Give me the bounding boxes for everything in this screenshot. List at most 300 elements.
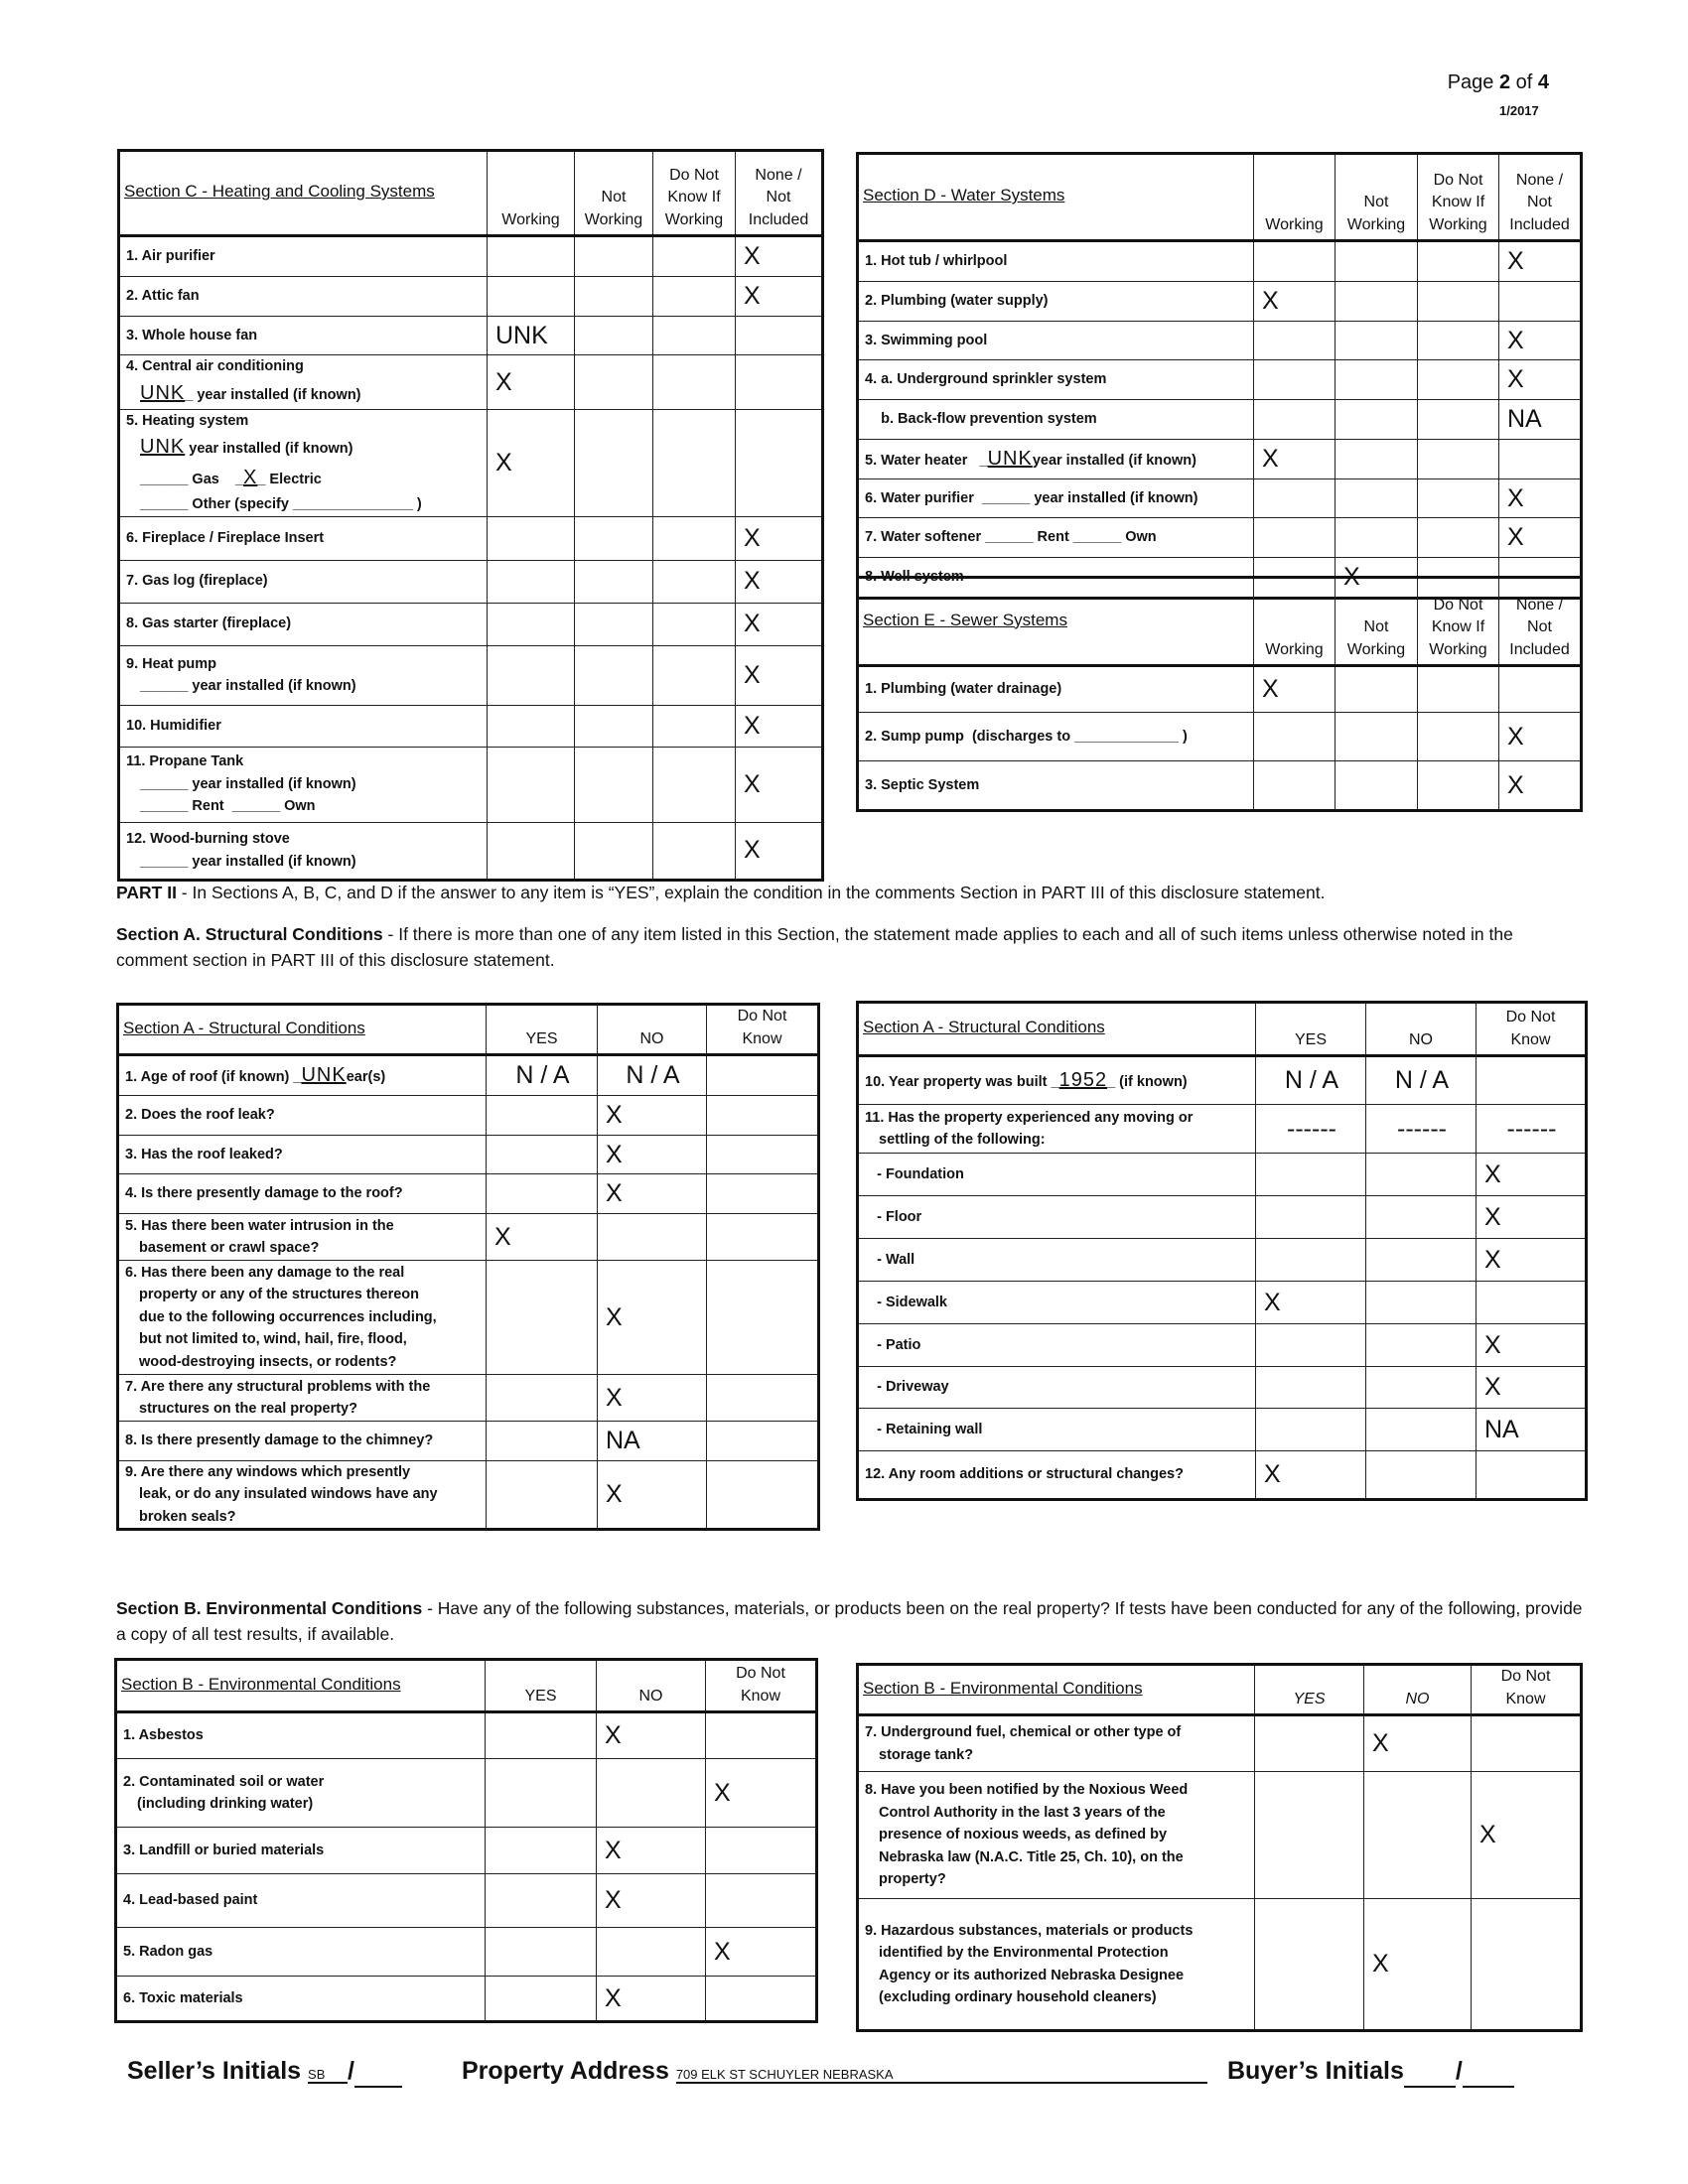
answer-cell[interactable]	[707, 1135, 819, 1174]
table-row	[119, 560, 823, 603]
answer-cell[interactable]: X	[1254, 666, 1336, 713]
label-line: 3. Whole house fan	[126, 327, 258, 343]
answer-cell[interactable]	[1254, 713, 1336, 761]
answer-cell[interactable]	[1336, 400, 1418, 440]
answer-cell[interactable]: X	[1364, 1899, 1472, 2031]
answer-cell[interactable]	[486, 1977, 597, 2022]
label-line: 8. Have you been notified by the Noxious Weed	[865, 1782, 1189, 1799]
table-row	[858, 666, 1582, 713]
answer-cell[interactable]	[707, 1095, 819, 1135]
answer-cell[interactable]	[1364, 1772, 1472, 1899]
answer-cell[interactable]: X	[597, 1712, 706, 1759]
answer-cell[interactable]	[1499, 281, 1582, 321]
answer-cell[interactable]: X	[1254, 281, 1336, 321]
label-line: 6. Toxic materials	[123, 1989, 243, 2006]
page-label: Page	[1447, 71, 1499, 93]
table-row	[858, 1105, 1587, 1154]
answer-cell[interactable]	[487, 1460, 598, 1529]
table-row	[116, 1759, 817, 1828]
answer-cell[interactable]: ------	[1477, 1105, 1587, 1154]
answer-cell[interactable]: NA	[1499, 400, 1582, 440]
answer-cell[interactable]: UNK	[488, 316, 575, 355]
answer-cell[interactable]	[1418, 281, 1499, 321]
answer-cell[interactable]	[575, 603, 653, 645]
section-title: Section E - Sewer Systems	[858, 578, 1254, 666]
label-line: 10. Humidifier	[126, 717, 221, 734]
handwritten-fill[interactable]: UNK	[301, 1063, 347, 1086]
answer-cell[interactable]	[486, 1712, 597, 1759]
answer-cell[interactable]	[1256, 1196, 1366, 1239]
label-line: ______ year installed (if known)	[140, 678, 356, 695]
table-row	[858, 1282, 1587, 1324]
answer-cell[interactable]	[575, 560, 653, 603]
table-row	[858, 1239, 1587, 1282]
answer-cell[interactable]	[1256, 1154, 1366, 1196]
handwritten-fill[interactable]: UNK	[140, 381, 186, 404]
label-line: - Sidewalk	[865, 1294, 947, 1310]
label-line: Control Authority in the last 3 years of the	[879, 1804, 1166, 1821]
answer-cell[interactable]	[598, 1214, 707, 1261]
answer-cell[interactable]	[1336, 360, 1418, 400]
answer-cell[interactable]	[1366, 1324, 1477, 1367]
answer-cell[interactable]	[706, 1828, 817, 1874]
answer-cell[interactable]	[597, 1759, 706, 1828]
answer-cell[interactable]: X	[736, 236, 823, 277]
answer-cell[interactable]	[707, 1261, 819, 1375]
answer-cell[interactable]: X	[736, 560, 823, 603]
label-line: property or any of the structures thereon	[139, 1287, 419, 1303]
row-label	[119, 409, 488, 516]
section-b-intro-lead: Section B. Environmental Conditions	[116, 1598, 423, 1618]
answer-cell[interactable]	[1336, 478, 1418, 518]
answer-cell[interactable]: X	[736, 747, 823, 822]
table-row	[858, 1899, 1582, 2031]
column-header: Do Not Know	[1472, 1665, 1582, 1715]
answer-cell[interactable]	[706, 1977, 817, 2022]
label-line: Agency or its authorized Nebraska Designee	[879, 1967, 1185, 1983]
table-row	[119, 316, 823, 355]
column-header: YES	[1256, 1003, 1366, 1056]
answer-cell[interactable]	[736, 409, 823, 516]
label-line: 9. Are there any windows which presently	[125, 1463, 411, 1480]
answer-cell[interactable]	[1336, 761, 1418, 811]
answer-cell[interactable]: X	[1499, 518, 1582, 558]
section-b-right-table	[856, 1663, 1583, 2032]
label-line: 1. Asbestos	[123, 1727, 204, 1744]
label-line: 1. Air purifier	[126, 248, 215, 265]
answer-cell[interactable]	[653, 560, 736, 603]
answer-cell[interactable]	[1477, 1056, 1587, 1105]
answer-cell[interactable]: X	[736, 705, 823, 747]
handwritten-fill[interactable]: UNK	[987, 447, 1033, 470]
answer-cell[interactable]	[707, 1214, 819, 1261]
column-header: Do Not Know	[1477, 1003, 1587, 1056]
label-line: Nebraska law (N.A.C. Title 25, Ch. 10), on the	[879, 1848, 1184, 1865]
row-label	[119, 747, 488, 822]
answer-cell[interactable]	[1336, 666, 1418, 713]
answer-cell[interactable]: X	[706, 1759, 817, 1828]
label-line: - Driveway	[865, 1379, 949, 1396]
answer-cell[interactable]	[1255, 1899, 1364, 2031]
answer-cell[interactable]	[1472, 1899, 1582, 2031]
row-label	[858, 1282, 1256, 1324]
answer-cell[interactable]: N / A	[1256, 1056, 1366, 1105]
answer-cell[interactable]	[488, 645, 575, 705]
column-header: NO	[1366, 1003, 1477, 1056]
answer-cell[interactable]: ------	[1256, 1105, 1366, 1154]
table-header-row	[858, 1665, 1582, 1715]
answer-cell[interactable]	[488, 822, 575, 880]
row-label	[118, 1135, 487, 1174]
answer-cell[interactable]	[1254, 518, 1336, 558]
answer-cell[interactable]: X	[1499, 713, 1582, 761]
label-line: - Wall	[865, 1251, 915, 1268]
answer-cell[interactable]: N / A	[487, 1055, 598, 1096]
answer-cell[interactable]	[1477, 1282, 1587, 1324]
answer-cell[interactable]	[1366, 1239, 1477, 1282]
answer-cell[interactable]: X	[1499, 761, 1582, 811]
table-row	[118, 1055, 819, 1096]
answer-cell[interactable]: X	[597, 1977, 706, 2022]
answer-cell[interactable]	[1254, 400, 1336, 440]
answer-cell[interactable]	[653, 316, 736, 355]
answer-cell[interactable]	[575, 316, 653, 355]
answer-cell[interactable]	[1366, 1196, 1477, 1239]
page-current: 2	[1498, 71, 1511, 93]
answer-cell[interactable]	[486, 1828, 597, 1874]
answer-cell[interactable]: X	[736, 603, 823, 645]
answer-cell[interactable]	[653, 705, 736, 747]
section-title: Section B - Environmental Conditions	[116, 1660, 486, 1712]
answer-cell[interactable]	[653, 822, 736, 880]
table-row	[118, 1375, 819, 1422]
column-header: Working	[1254, 578, 1336, 666]
label-line: - Patio	[865, 1336, 921, 1353]
answer-cell[interactable]	[575, 822, 653, 880]
seller-initials-field[interactable]: Seller’s Initials SB /	[127, 2057, 402, 2088]
section-title: Section B - Environmental Conditions	[858, 1665, 1255, 1715]
answer-cell[interactable]	[1418, 518, 1499, 558]
answer-cell[interactable]	[575, 409, 653, 516]
answer-cell[interactable]	[1336, 518, 1418, 558]
answer-cell[interactable]: X	[1477, 1324, 1587, 1367]
label-line: identified by the Environmental Protection	[879, 1945, 1169, 1962]
row-label	[116, 1977, 486, 2022]
answer-cell[interactable]	[486, 1928, 597, 1977]
answer-cell[interactable]	[1477, 1451, 1587, 1500]
answer-cell[interactable]: N / A	[598, 1055, 707, 1096]
answer-cell[interactable]	[1418, 439, 1499, 478]
answer-cell[interactable]	[575, 747, 653, 822]
answer-cell[interactable]	[1418, 478, 1499, 518]
seller-initials-value[interactable]: SB	[308, 2067, 348, 2084]
label-line: 7. Gas log (fireplace)	[126, 573, 268, 590]
answer-cell[interactable]	[488, 236, 575, 277]
answer-cell[interactable]	[1499, 666, 1582, 713]
answer-cell[interactable]: NA	[598, 1422, 707, 1461]
answer-cell[interactable]	[1336, 281, 1418, 321]
table-row	[118, 1460, 819, 1529]
column-header: Not Working	[1336, 154, 1418, 241]
answer-cell[interactable]	[653, 603, 736, 645]
answer-cell[interactable]: X	[1477, 1196, 1587, 1239]
section-d-table	[856, 152, 1583, 600]
answer-cell[interactable]: NA	[1477, 1409, 1587, 1451]
answer-cell[interactable]	[597, 1928, 706, 1977]
row-label	[858, 761, 1254, 811]
answer-cell[interactable]	[487, 1375, 598, 1422]
answer-cell[interactable]	[1256, 1367, 1366, 1409]
answer-cell[interactable]: X	[597, 1874, 706, 1928]
answer-cell[interactable]: X	[598, 1261, 707, 1375]
label-line: 5. Has there been water intrusion in the	[125, 1217, 394, 1234]
answer-cell[interactable]	[575, 645, 653, 705]
answer-cell[interactable]: X	[598, 1174, 707, 1214]
row-label	[116, 1874, 486, 1928]
answer-cell[interactable]	[1418, 321, 1499, 360]
answer-cell[interactable]	[707, 1375, 819, 1422]
part2-lead: PART II	[116, 883, 177, 902]
answer-cell[interactable]	[487, 1174, 598, 1214]
property-address-field[interactable]	[462, 2057, 1207, 2086]
answer-cell[interactable]	[488, 603, 575, 645]
section-a-intro	[116, 921, 1586, 973]
answer-cell[interactable]: X	[598, 1375, 707, 1422]
row-label	[119, 822, 488, 880]
answer-cell[interactable]: X	[598, 1135, 707, 1174]
column-header: YES	[486, 1660, 597, 1712]
row-label	[858, 1451, 1256, 1500]
answer-cell[interactable]: X	[1499, 321, 1582, 360]
answer-cell[interactable]: X	[598, 1095, 707, 1135]
answer-cell[interactable]	[1336, 713, 1418, 761]
answer-cell[interactable]	[653, 355, 736, 409]
answer-cell[interactable]	[575, 355, 653, 409]
row-label	[858, 666, 1254, 713]
label-line: 1. Age of roof (if known) _UNKear(s)	[125, 1063, 386, 1086]
answer-cell[interactable]	[653, 236, 736, 277]
answer-cell[interactable]	[1418, 761, 1499, 811]
answer-cell[interactable]	[1472, 1715, 1582, 1772]
label-line: basement or crawl space?	[139, 1240, 320, 1256]
answer-cell[interactable]	[707, 1055, 819, 1096]
section-title: Section A - Structural Conditions	[118, 1005, 487, 1055]
answer-cell[interactable]	[488, 560, 575, 603]
answer-cell[interactable]: ------	[1366, 1105, 1477, 1154]
label-line: 7. Are there any structural problems with the	[125, 1378, 431, 1395]
section-b-intro-text: - Have any of the following substances, materials, or products been on the real property? If tests have been conducted for any of the following, provide a copy of all test results, if available.	[116, 1598, 1583, 1644]
property-address-value[interactable]: 709 ELK ST SCHUYLER NEBRASKA	[676, 2067, 1207, 2084]
answer-cell[interactable]: X	[1472, 1772, 1582, 1899]
answer-cell[interactable]	[653, 516, 736, 560]
answer-cell[interactable]: X	[1499, 360, 1582, 400]
table-header-row	[858, 1003, 1587, 1056]
row-label	[858, 321, 1254, 360]
answer-cell[interactable]	[486, 1874, 597, 1928]
label-line: wood-destroying insects, or rodents?	[139, 1353, 397, 1370]
answer-cell[interactable]: X	[736, 276, 823, 316]
section-b-intro	[116, 1595, 1586, 1647]
label-line: 1. Hot tub / whirlpool	[865, 253, 1008, 270]
table-row	[118, 1174, 819, 1214]
answer-cell[interactable]	[653, 276, 736, 316]
answer-cell[interactable]	[736, 316, 823, 355]
answer-cell[interactable]	[736, 355, 823, 409]
row-label	[858, 1154, 1256, 1196]
answer-cell[interactable]	[1499, 439, 1582, 478]
column-header: Working	[1254, 154, 1336, 241]
row-label	[118, 1055, 487, 1096]
answer-cell[interactable]	[653, 409, 736, 516]
label-line: (excluding ordinary household cleaners)	[879, 1988, 1157, 2005]
answer-cell[interactable]	[1418, 666, 1499, 713]
answer-cell[interactable]	[486, 1759, 597, 1828]
handwritten-fill[interactable]: 1952	[1058, 1069, 1108, 1091]
row-label	[119, 276, 488, 316]
answer-cell[interactable]	[707, 1422, 819, 1461]
answer-cell[interactable]	[575, 236, 653, 277]
answer-cell[interactable]	[1336, 439, 1418, 478]
row-label	[118, 1460, 487, 1529]
answer-cell[interactable]: X	[1254, 439, 1336, 478]
answer-cell[interactable]: X	[1477, 1154, 1587, 1196]
answer-cell[interactable]	[706, 1874, 817, 1928]
section-a-right-table	[856, 1001, 1588, 1501]
answer-cell[interactable]: X	[736, 516, 823, 560]
answer-cell[interactable]	[653, 747, 736, 822]
buyer-initials-field[interactable]: Buyer’s Initials /	[1227, 2057, 1514, 2088]
row-label	[118, 1261, 487, 1375]
table-row	[858, 1324, 1587, 1367]
row-label	[858, 1105, 1256, 1154]
answer-cell[interactable]	[1255, 1772, 1364, 1899]
answer-cell[interactable]: X	[488, 355, 575, 409]
answer-cell[interactable]	[1366, 1154, 1477, 1196]
answer-cell[interactable]: X	[1256, 1282, 1366, 1324]
answer-cell[interactable]	[1336, 241, 1418, 282]
column-header: NO	[598, 1005, 707, 1055]
handwritten-fill[interactable]: UNK	[140, 436, 186, 459]
label-line: 5. Radon gas	[123, 1943, 213, 1960]
answer-cell[interactable]	[1254, 478, 1336, 518]
answer-cell[interactable]: X	[487, 1214, 598, 1261]
answer-cell[interactable]	[1254, 761, 1336, 811]
answer-cell[interactable]	[1366, 1451, 1477, 1500]
label-line: leak, or do any insulated windows have any	[139, 1486, 438, 1503]
label-line: storage tank?	[879, 1746, 974, 1763]
answer-cell[interactable]	[1366, 1282, 1477, 1324]
row-label	[116, 1759, 486, 1828]
answer-cell[interactable]	[1254, 360, 1336, 400]
answer-cell[interactable]	[1418, 241, 1499, 282]
table-row	[858, 478, 1582, 518]
table-row	[858, 360, 1582, 400]
handwritten-fill[interactable]: X	[243, 467, 258, 489]
answer-cell[interactable]	[1256, 1324, 1366, 1367]
answer-cell[interactable]	[1254, 241, 1336, 282]
answer-cell[interactable]	[1418, 360, 1499, 400]
table-header-row	[119, 151, 823, 236]
label-line: 4. Central air conditioning	[126, 358, 304, 375]
answer-cell[interactable]: X	[706, 1928, 817, 1977]
answer-cell[interactable]: X	[1499, 241, 1582, 282]
answer-cell[interactable]	[1418, 400, 1499, 440]
table-row	[119, 236, 823, 277]
row-label	[858, 1899, 1255, 2031]
label-line: 7. Water softener ______ Rent ______ Own	[865, 529, 1157, 546]
label-line: 1. Plumbing (water drainage)	[865, 681, 1062, 698]
row-label	[116, 1712, 486, 1759]
form-revision: 1/2017	[1499, 103, 1539, 118]
answer-cell[interactable]	[575, 516, 653, 560]
answer-cell[interactable]: X	[736, 645, 823, 705]
answer-cell[interactable]: X	[1336, 558, 1418, 599]
label-line: 6. Water purifier ______ year installed (if known)	[865, 489, 1198, 506]
answer-cell[interactable]: X	[598, 1460, 707, 1529]
answer-cell[interactable]: X	[736, 822, 823, 880]
table-row	[119, 822, 823, 880]
section-e-table	[856, 576, 1583, 812]
answer-cell[interactable]	[488, 516, 575, 560]
answer-cell[interactable]	[1254, 321, 1336, 360]
answer-cell[interactable]	[488, 705, 575, 747]
answer-cell[interactable]	[487, 1261, 598, 1375]
answer-cell[interactable]	[575, 276, 653, 316]
answer-cell[interactable]	[707, 1174, 819, 1214]
column-header: None / Not Included	[1499, 154, 1582, 241]
section-title: Section D - Water Systems	[858, 154, 1254, 241]
answer-cell[interactable]: X	[1256, 1451, 1366, 1500]
answer-cell[interactable]	[575, 705, 653, 747]
answer-cell[interactable]	[707, 1460, 819, 1529]
answer-cell[interactable]: X	[597, 1828, 706, 1874]
seller-initials-label: Seller’s Initials	[127, 2057, 302, 2085]
section-title: Section C - Heating and Cooling Systems	[119, 151, 488, 236]
answer-cell[interactable]	[487, 1135, 598, 1174]
label-line: 2. Sump pump (discharges to _____________ )	[865, 728, 1188, 745]
answer-cell[interactable]	[1256, 1239, 1366, 1282]
column-header: Working	[488, 151, 575, 236]
answer-cell[interactable]	[1366, 1409, 1477, 1451]
answer-cell[interactable]	[653, 645, 736, 705]
label-line: - Floor	[865, 1208, 922, 1225]
answer-cell[interactable]	[1256, 1409, 1366, 1451]
table-row	[116, 1712, 817, 1759]
answer-cell[interactable]: X	[488, 409, 575, 516]
answer-cell[interactable]: X	[1477, 1367, 1587, 1409]
row-label	[858, 713, 1254, 761]
answer-cell[interactable]: X	[1477, 1239, 1587, 1282]
answer-cell[interactable]	[487, 1422, 598, 1461]
label-line: ______ Other (specify _______________ )	[140, 496, 422, 513]
label-line: 3. Has the roof leaked?	[125, 1146, 283, 1162]
table-row	[858, 713, 1582, 761]
answer-cell[interactable]	[488, 276, 575, 316]
answer-cell[interactable]	[706, 1712, 817, 1759]
answer-cell[interactable]	[488, 747, 575, 822]
answer-cell[interactable]: X	[1364, 1715, 1472, 1772]
label-line: - Retaining wall	[865, 1421, 983, 1437]
answer-cell[interactable]: N / A	[1366, 1056, 1477, 1105]
answer-cell[interactable]	[1255, 1715, 1364, 1772]
answer-cell[interactable]: X	[1499, 478, 1582, 518]
answer-cell[interactable]	[1366, 1367, 1477, 1409]
answer-cell[interactable]	[1418, 713, 1499, 761]
table-row	[858, 1715, 1582, 1772]
answer-cell[interactable]	[487, 1095, 598, 1135]
answer-cell[interactable]	[1336, 321, 1418, 360]
label-line: 2. Contaminated soil or water	[123, 1773, 325, 1790]
